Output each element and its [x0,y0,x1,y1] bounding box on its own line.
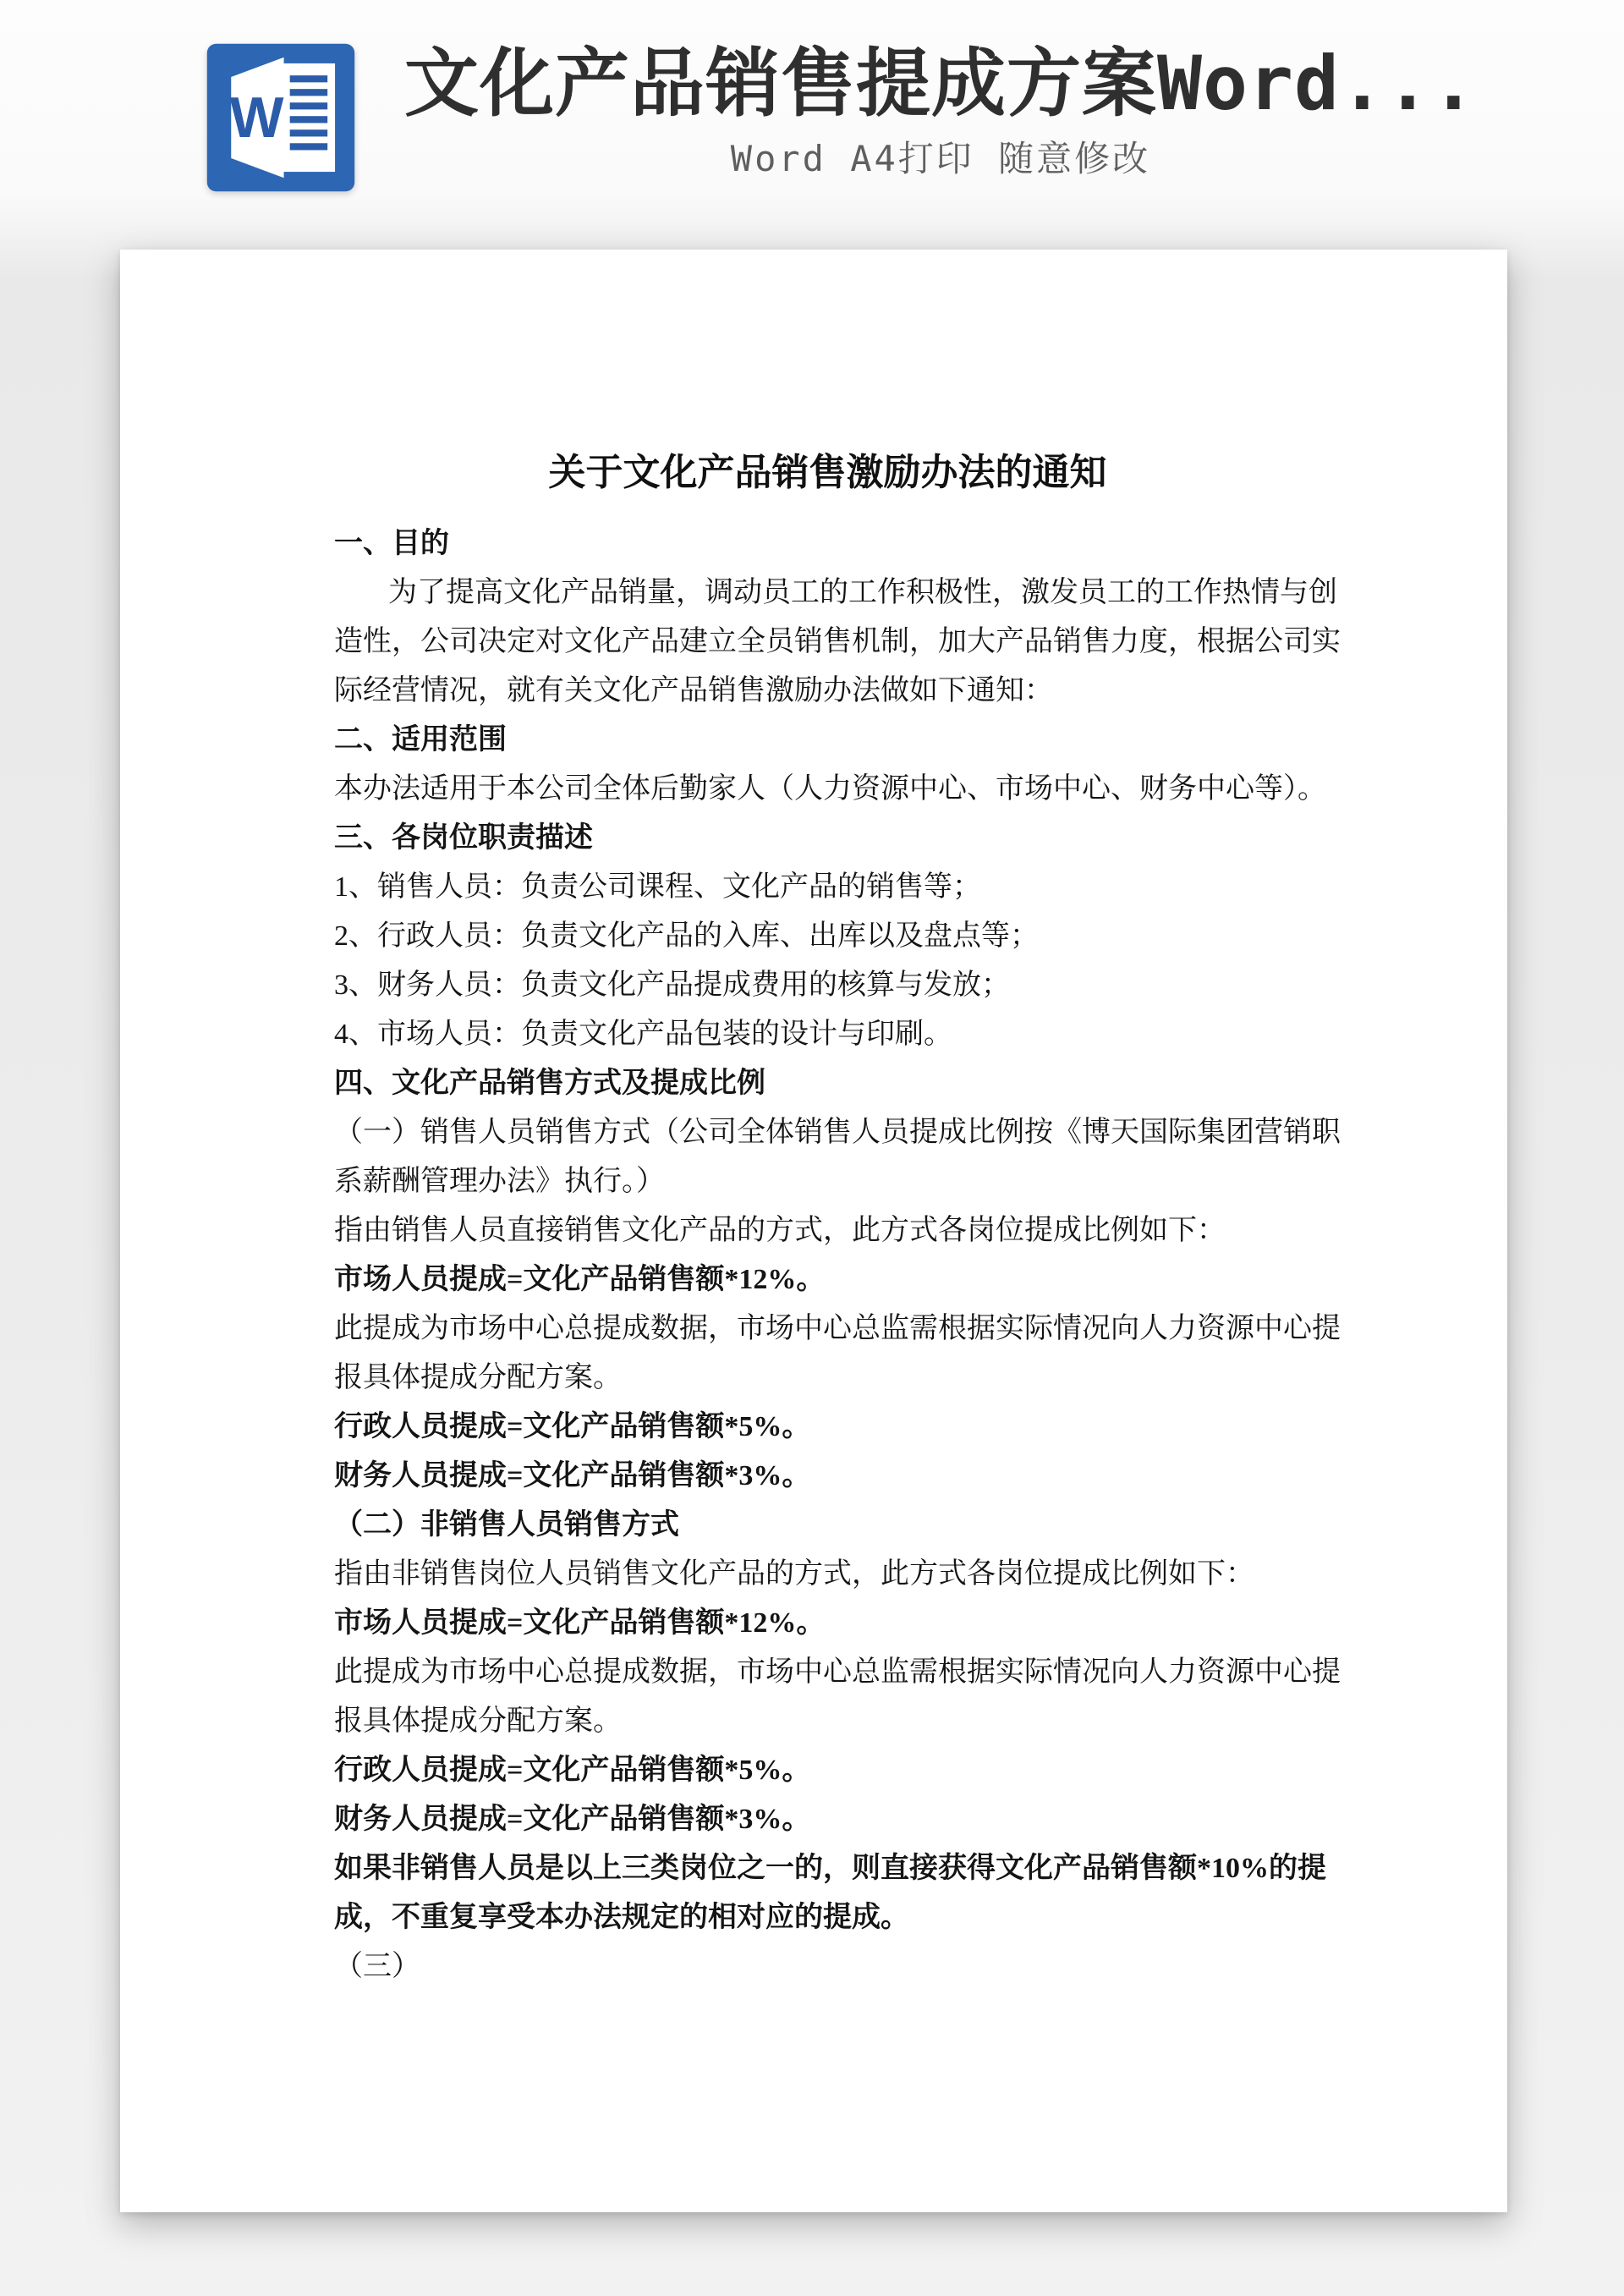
template-title: 文化产品销售提成方案Word... [404,40,1477,127]
doc-line: 3、财务人员：负责文化产品提成费用的核算与发放； [334,969,1010,1001]
template-subtitle: Word A4打印 随意修改 [730,137,1151,179]
document-page [120,250,1507,2212]
doc-line: 4、市场人员：负责文化产品包装的设计与印刷。 [334,1019,952,1050]
doc-line: 行政人员提成=文化产品销售额*5%。 [334,1411,811,1442]
doc-line: 系薪酬管理办法》执行。） [334,1166,665,1197]
doc-line: 此提成为市场中心总提成数据，市场中心总监需根据实际情况向人力资源中心提 [334,1656,1341,1688]
preview-header [201,42,1477,193]
doc-line: 市场人员提成=文化产品销售额*12%。 [334,1607,826,1639]
doc-title: 关于文化产品销售激励办法的通知 [548,452,1107,493]
doc-line: 报具体提成分配方案。 [334,1362,622,1393]
doc-line: （三） [334,1951,420,1982]
doc-line: 1、销售人员：负责公司课程、文化产品的销售等； [334,871,981,903]
header-text [404,42,1477,182]
doc-line: （二）非销售人员销售方式 [334,1509,679,1541]
doc-line: 三、各岗位职责描述 [334,822,593,854]
doc-line: 报具体提成分配方案。 [334,1706,622,1737]
doc-line: 一、目的 [334,528,449,559]
doc-line: 行政人员提成=文化产品销售额*5%。 [334,1755,811,1786]
doc-line: 市场人员提成=文化产品销售额*12%。 [334,1264,826,1295]
doc-line: 财务人员提成=文化产品销售额*3%。 [334,1804,811,1835]
doc-line: 此提成为市场中心总提成数据，市场中心总监需根据实际情况向人力资源中心提 [334,1313,1341,1344]
doc-line: 如果非销售人员是以上三类岗位之一的，则直接获得文化产品销售额*10%的提 [334,1853,1326,1884]
doc-line: 际经营情况，就有关文化产品销售激励办法做如下通知： [334,675,1053,706]
doc-line: （一）销售人员销售方式（公司全体销售人员提成比例按《博天国际集团营销职 [334,1117,1341,1148]
doc-body [334,519,1341,1991]
doc-line: 为了提高文化产品销量，调动员工的工作积极性，激发员工的工作热情与创 [388,577,1337,608]
doc-line: 本办法适用于本公司全体后勤家人（人力资源中心、市场中心、财务中心等）。 [334,773,1326,805]
doc-line: 2、行政人员：负责文化产品的入库、出库以及盘点等； [334,920,1039,952]
svg-text:W: W [229,86,284,151]
doc-line: 四、文化产品销售方式及提成比例 [334,1068,765,1099]
doc-line: 指由销售人员直接销售文化产品的方式，此方式各岗位提成比例如下： [334,1215,1226,1246]
doc-line: 成，不重复享受本办法规定的相对应的提成。 [334,1902,909,1933]
doc-line: 指由非销售岗位人员销售文化产品的方式，此方式各岗位提成比例如下： [334,1558,1254,1590]
word-icon [201,42,360,193]
doc-line: 财务人员提成=文化产品销售额*3%。 [334,1460,811,1491]
doc-line: 二、适用范围 [334,724,507,755]
doc-line: 造性，公司决定对文化产品建立全员销售机制，加大产品销售力度，根据公司实 [334,626,1341,657]
